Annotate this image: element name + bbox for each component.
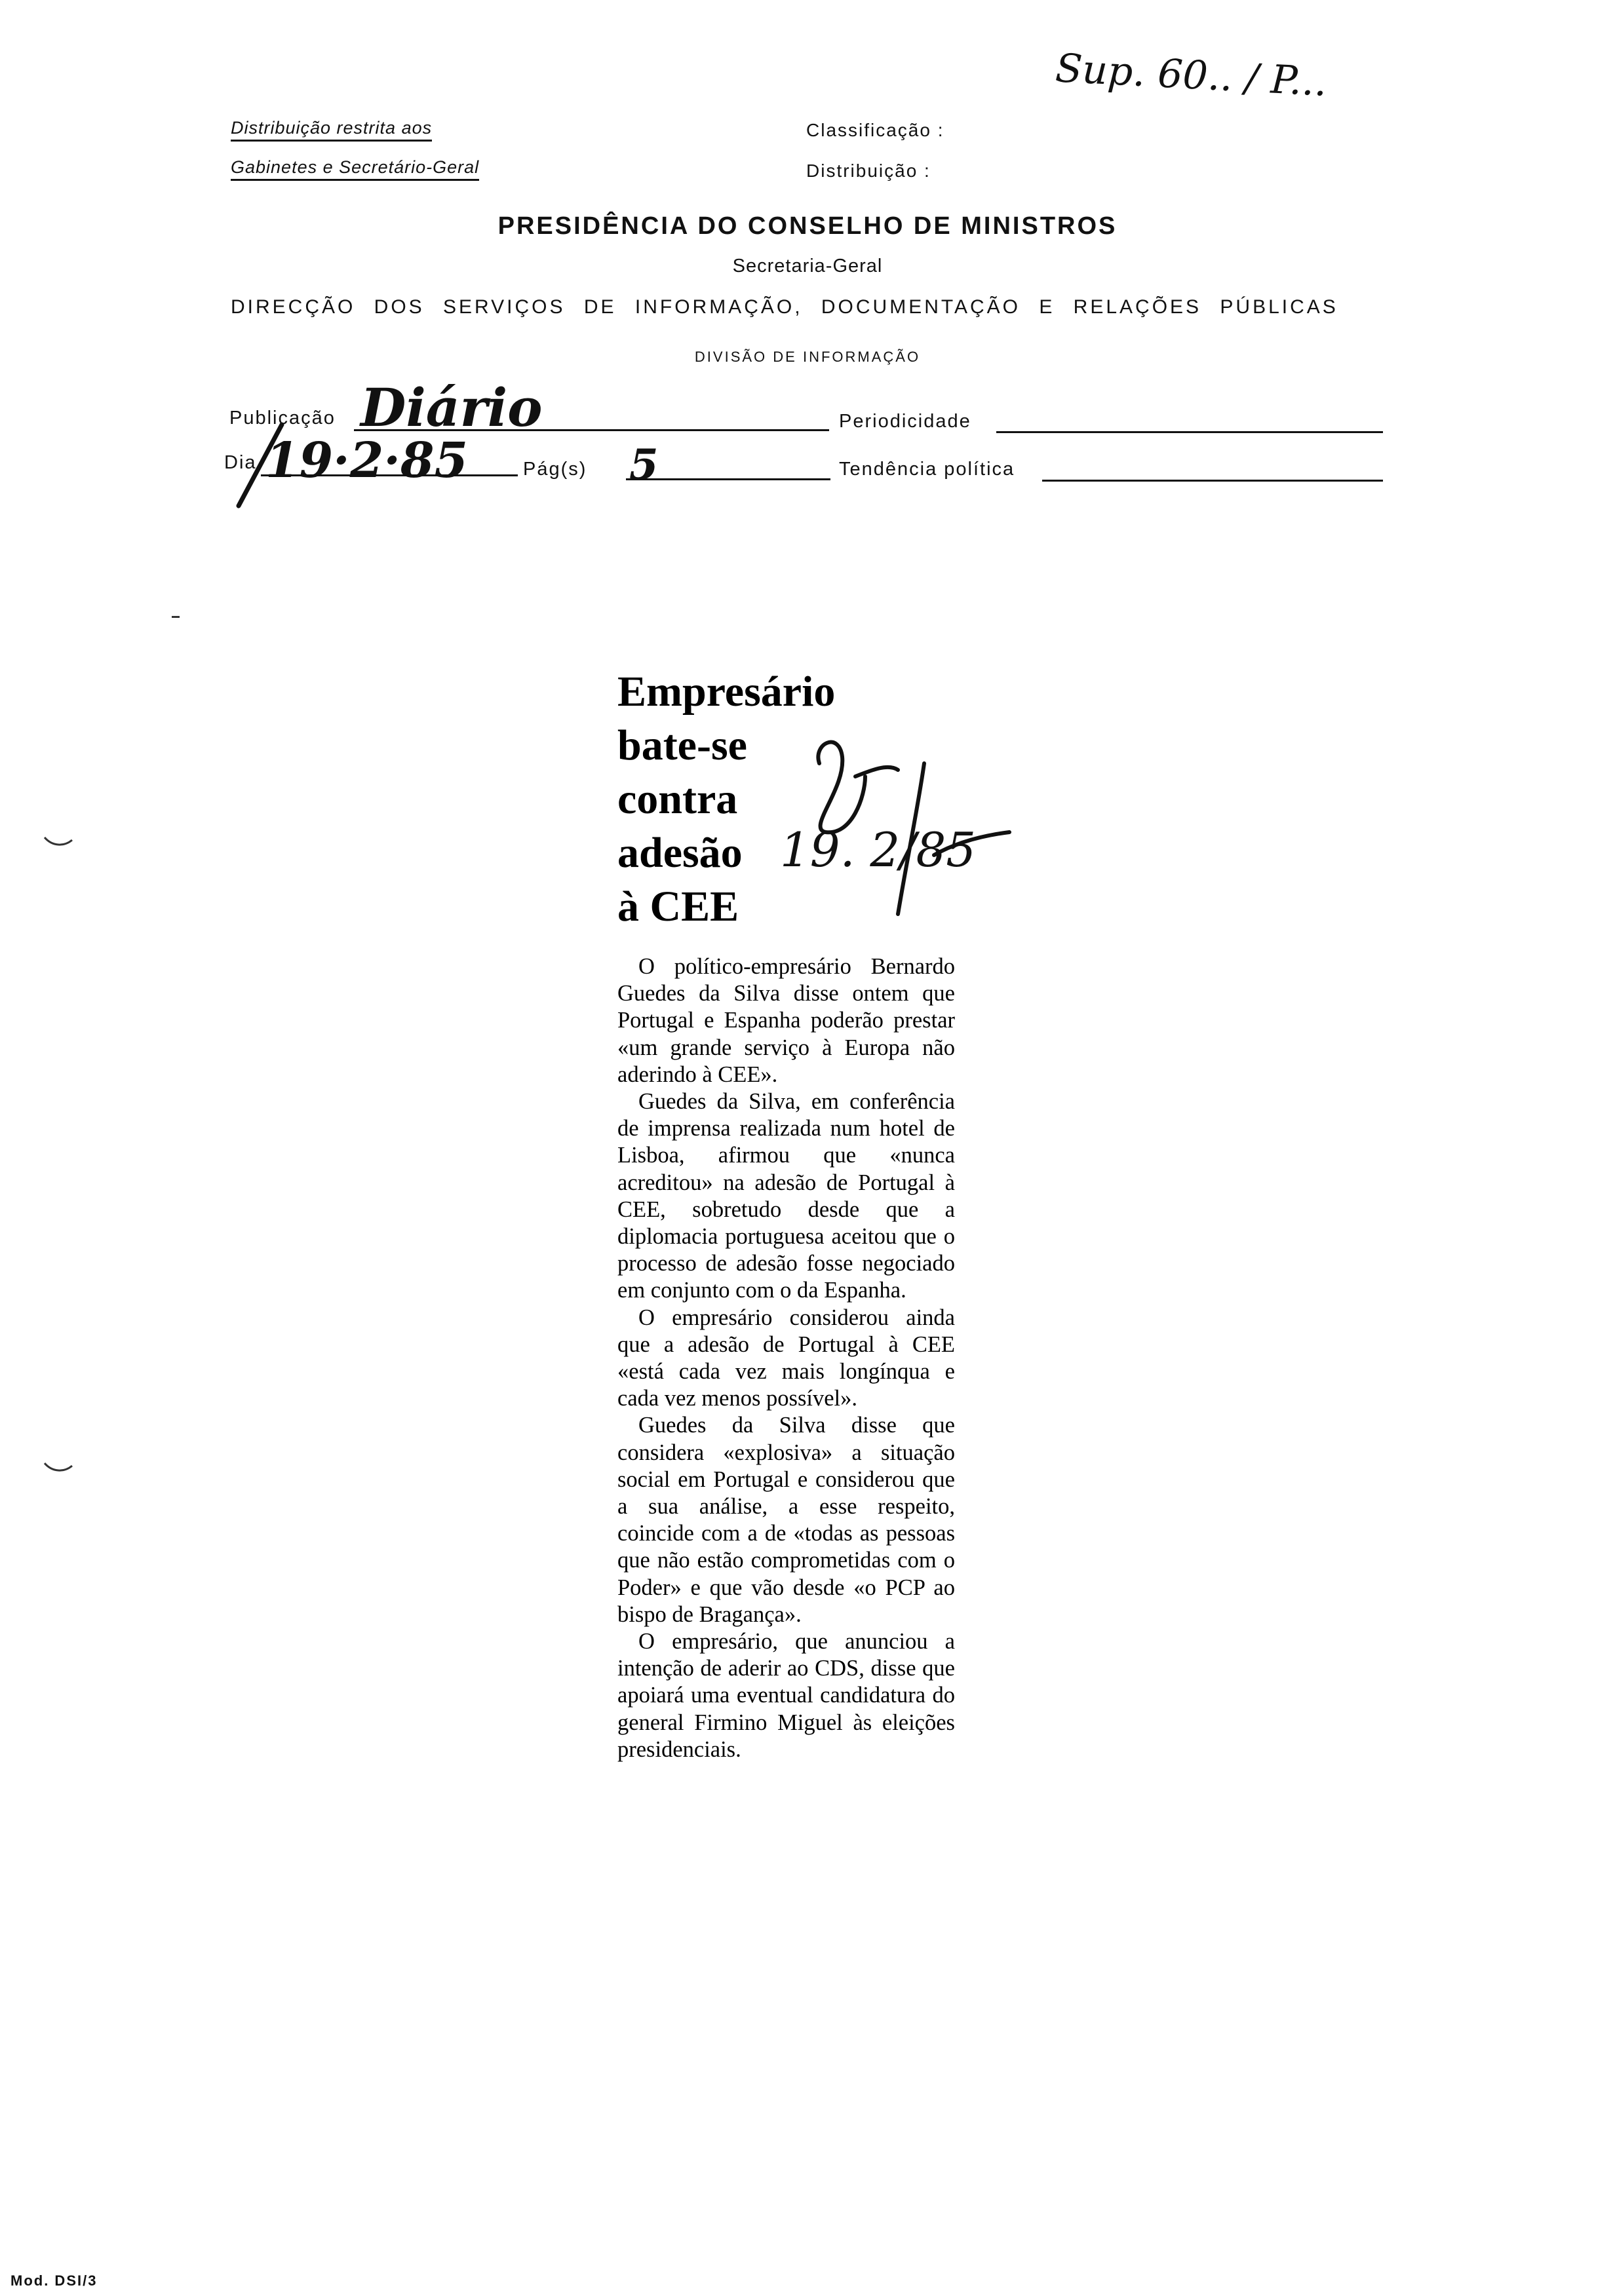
dia-slash-stroke — [229, 419, 288, 511]
article-paragraph: Guedes da Silva, em conferência de imprensa realizada num hotel de Lisboa, afirmou que «nunca acreditou» na adesão de Portugal à CEE, sobretudo desde que a diplomacia portuguesa aceitou que o processo de adesão fosse negociado em conjunto com o da Espanha. — [617, 1089, 955, 1303]
handwritten-annotation: Sup. 60.. / P... — [1054, 45, 1329, 105]
form-code: Mod. DSI/3 — [10, 2272, 98, 2289]
tendencia-label: Tendência política — [839, 459, 1015, 480]
presidency-title: PRESIDÊNCIA DO CONSELHO DE MINISTROS — [497, 212, 1118, 240]
article-paragraph: Guedes da Silva disse que considera «explosiva» a situação social em Portugal e considerou que a sua análise, a esse respeito, coincide com a de «todas as pessoas que não estão comprometidas com o Poder» e que vão desde «o PCP ao bispo de Bragança». — [617, 1413, 955, 1627]
headline-line: Empresário — [617, 668, 836, 716]
article-paragraph: O político-empresário Bernardo Guedes da Silva disse ontem que Portugal e Espanha poderão prestar «um grande serviço à Europa não aderindo à CEE». — [617, 954, 955, 1087]
handwritten-date: 19. 2/85 — [780, 822, 977, 877]
dia-label: Dia — [224, 452, 257, 473]
article-paragraph: O empresário considerou ainda que a adesão de Portugal à CEE «está cada vez mais longínqua e cada vez menos possível». — [617, 1305, 955, 1411]
pags-handwritten: 5 — [629, 440, 659, 489]
pags-label: Pág(s) — [523, 459, 587, 480]
divisao-title: DIVISÃO DE INFORMAÇÃO — [694, 349, 921, 365]
margin-tick — [172, 616, 180, 618]
headline-line: contra — [617, 775, 738, 823]
distribution-line-1: Distribuição restrita aos — [231, 118, 432, 142]
direccao-title: DIRECÇÃO DOS SERVIÇOS DE INFORMAÇÃO, DOCUMENTAÇÃO E RELAÇÕES PÚBLICAS — [231, 296, 1338, 318]
dia-handwritten: 19·2·85 — [265, 432, 468, 489]
margin-mark — [39, 832, 79, 858]
headline-line: adesão — [617, 829, 743, 877]
margin-mark — [39, 1458, 79, 1484]
article-paragraph: O empresário, que anunciou a intenção de aderir ao CDS, disse que apoiará uma eventual candidatura do general Firmino Miguel às eleições presidenciais. — [617, 1629, 955, 1762]
headline-line: bate-se — [617, 721, 747, 769]
publicacao-label: Publicação — [229, 408, 336, 429]
periodicidade-label: Periodicidade — [839, 411, 971, 432]
tendencia-underline — [1042, 480, 1383, 482]
periodicidade-underline — [996, 431, 1383, 433]
distribuicao-label: Distribuição : — [806, 161, 931, 181]
distribution-line-2: Gabinetes e Secretário-Geral — [231, 157, 479, 181]
publicacao-handwritten: Diário — [360, 377, 543, 438]
classificacao-label: Classificação : — [806, 120, 944, 140]
headline-line: à CEE — [617, 883, 739, 930]
article-body — [617, 953, 955, 1763]
secretaria-geral: Secretaria-Geral — [732, 256, 883, 277]
